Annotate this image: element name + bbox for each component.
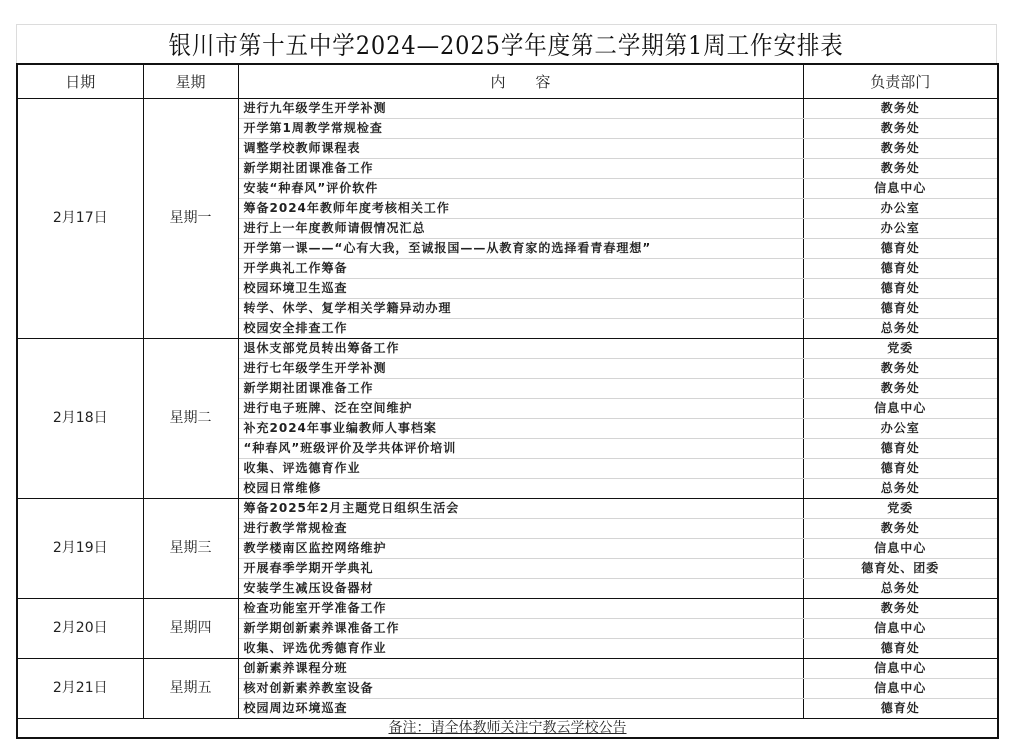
- dept-cell: 教务处: [803, 359, 998, 379]
- header-weekday: 星期: [143, 64, 238, 99]
- dept-cell: 信息中心: [803, 179, 998, 199]
- content-cell: 校园日常维修: [238, 479, 803, 499]
- content-cell: 转学、休学、复学相关学籍异动办理: [238, 299, 803, 319]
- dept-cell: 教务处: [803, 99, 998, 119]
- weekday-cell: 星期三: [143, 499, 238, 599]
- content-cell: 筹备2024年教师年度考核相关工作: [238, 199, 803, 219]
- content-cell: 校园周边环境巡查: [238, 699, 803, 719]
- content-cell: 开学第一课——“心有大我，至诚报国——从教育家的选择看青春理想”: [238, 239, 803, 259]
- dept-cell: 德育处: [803, 259, 998, 279]
- dept-cell: 总务处: [803, 319, 998, 339]
- date-cell: 2月18日: [17, 339, 143, 499]
- dept-cell: 教务处: [803, 379, 998, 399]
- content-cell: 检查功能室开学准备工作: [238, 599, 803, 619]
- footer-note: 备注：请全体教师关注宁教云学校公告: [17, 719, 998, 739]
- schedule-table: [16, 63, 999, 739]
- dept-cell: 德育处: [803, 639, 998, 659]
- content-cell: 教学楼南区监控网络维护: [238, 539, 803, 559]
- content-cell: 进行七年级学生开学补测: [238, 359, 803, 379]
- dept-cell: 德育处: [803, 239, 998, 259]
- content-cell: 校园环境卫生巡查: [238, 279, 803, 299]
- header-dept: 负责部门: [803, 64, 998, 99]
- dept-cell: 教务处: [803, 599, 998, 619]
- content-cell: 核对创新素养教室设备: [238, 679, 803, 699]
- table-row: [17, 659, 998, 679]
- dept-cell: 德育处: [803, 459, 998, 479]
- content-cell: 补充2024年事业编教师人事档案: [238, 419, 803, 439]
- date-cell: 2月21日: [17, 659, 143, 719]
- header-row: [17, 64, 998, 99]
- weekday-cell: 星期二: [143, 339, 238, 499]
- content-cell: 新学期社团课准备工作: [238, 159, 803, 179]
- content-cell: 安装“种春风”评价软件: [238, 179, 803, 199]
- page-title: 银川市第十五中学2024—2025学年度第二学期第1周工作安排表: [168, 31, 845, 60]
- content-cell: “种春风”班级评价及学共体评价培训: [238, 439, 803, 459]
- content-cell: 开展春季学期开学典礼: [238, 559, 803, 579]
- dept-cell: 德育处: [803, 439, 998, 459]
- dept-cell: 德育处、团委: [803, 559, 998, 579]
- dept-cell: 信息中心: [803, 659, 998, 679]
- dept-cell: 办公室: [803, 219, 998, 239]
- header-date: 日期: [17, 64, 143, 99]
- dept-cell: 教务处: [803, 119, 998, 139]
- dept-cell: 信息中心: [803, 679, 998, 699]
- weekday-cell: 星期四: [143, 599, 238, 659]
- dept-cell: 德育处: [803, 699, 998, 719]
- dept-cell: 德育处: [803, 279, 998, 299]
- title-row: [16, 24, 997, 63]
- weekday-cell: 星期五: [143, 659, 238, 719]
- dept-cell: 教务处: [803, 159, 998, 179]
- table-row: [17, 99, 998, 119]
- content-cell: 收集、评选德育作业: [238, 459, 803, 479]
- schedule-sheet: [16, 24, 997, 739]
- date-cell: 2月19日: [17, 499, 143, 599]
- content-cell: 进行上一年度教师请假情况汇总: [238, 219, 803, 239]
- content-cell: 退休支部党员转出筹备工作: [238, 339, 803, 359]
- content-cell: 新学期创新素养课准备工作: [238, 619, 803, 639]
- dept-cell: 总务处: [803, 479, 998, 499]
- content-cell: 开学典礼工作筹备: [238, 259, 803, 279]
- dept-cell: 办公室: [803, 419, 998, 439]
- dept-cell: 信息中心: [803, 399, 998, 419]
- dept-cell: 教务处: [803, 519, 998, 539]
- dept-cell: 党委: [803, 499, 998, 519]
- content-cell: 进行九年级学生开学补测: [238, 99, 803, 119]
- dept-cell: 教务处: [803, 139, 998, 159]
- dept-cell: 总务处: [803, 579, 998, 599]
- dept-cell: 党委: [803, 339, 998, 359]
- dept-cell: 德育处: [803, 299, 998, 319]
- weekday-cell: 星期一: [143, 99, 238, 339]
- content-cell: 安装学生减压设备器材: [238, 579, 803, 599]
- footer-row: [17, 719, 998, 739]
- table-row: [17, 599, 998, 619]
- table-row: [17, 339, 998, 359]
- content-cell: 新学期社团课准备工作: [238, 379, 803, 399]
- header-content: 内 容: [238, 64, 803, 99]
- content-cell: 收集、评选优秀德育作业: [238, 639, 803, 659]
- dept-cell: 信息中心: [803, 619, 998, 639]
- content-cell: 开学第1周教学常规检查: [238, 119, 803, 139]
- dept-cell: 办公室: [803, 199, 998, 219]
- content-cell: 进行电子班牌、泛在空间维护: [238, 399, 803, 419]
- content-cell: 调整学校教师课程表: [238, 139, 803, 159]
- content-cell: 创新素养课程分班: [238, 659, 803, 679]
- content-cell: 进行教学常规检查: [238, 519, 803, 539]
- schedule-body: [17, 99, 998, 719]
- dept-cell: 信息中心: [803, 539, 998, 559]
- table-row: [17, 499, 998, 519]
- date-cell: 2月20日: [17, 599, 143, 659]
- content-cell: 筹备2025年2月主题党日组织生活会: [238, 499, 803, 519]
- content-cell: 校园安全排查工作: [238, 319, 803, 339]
- date-cell: 2月17日: [17, 99, 143, 339]
